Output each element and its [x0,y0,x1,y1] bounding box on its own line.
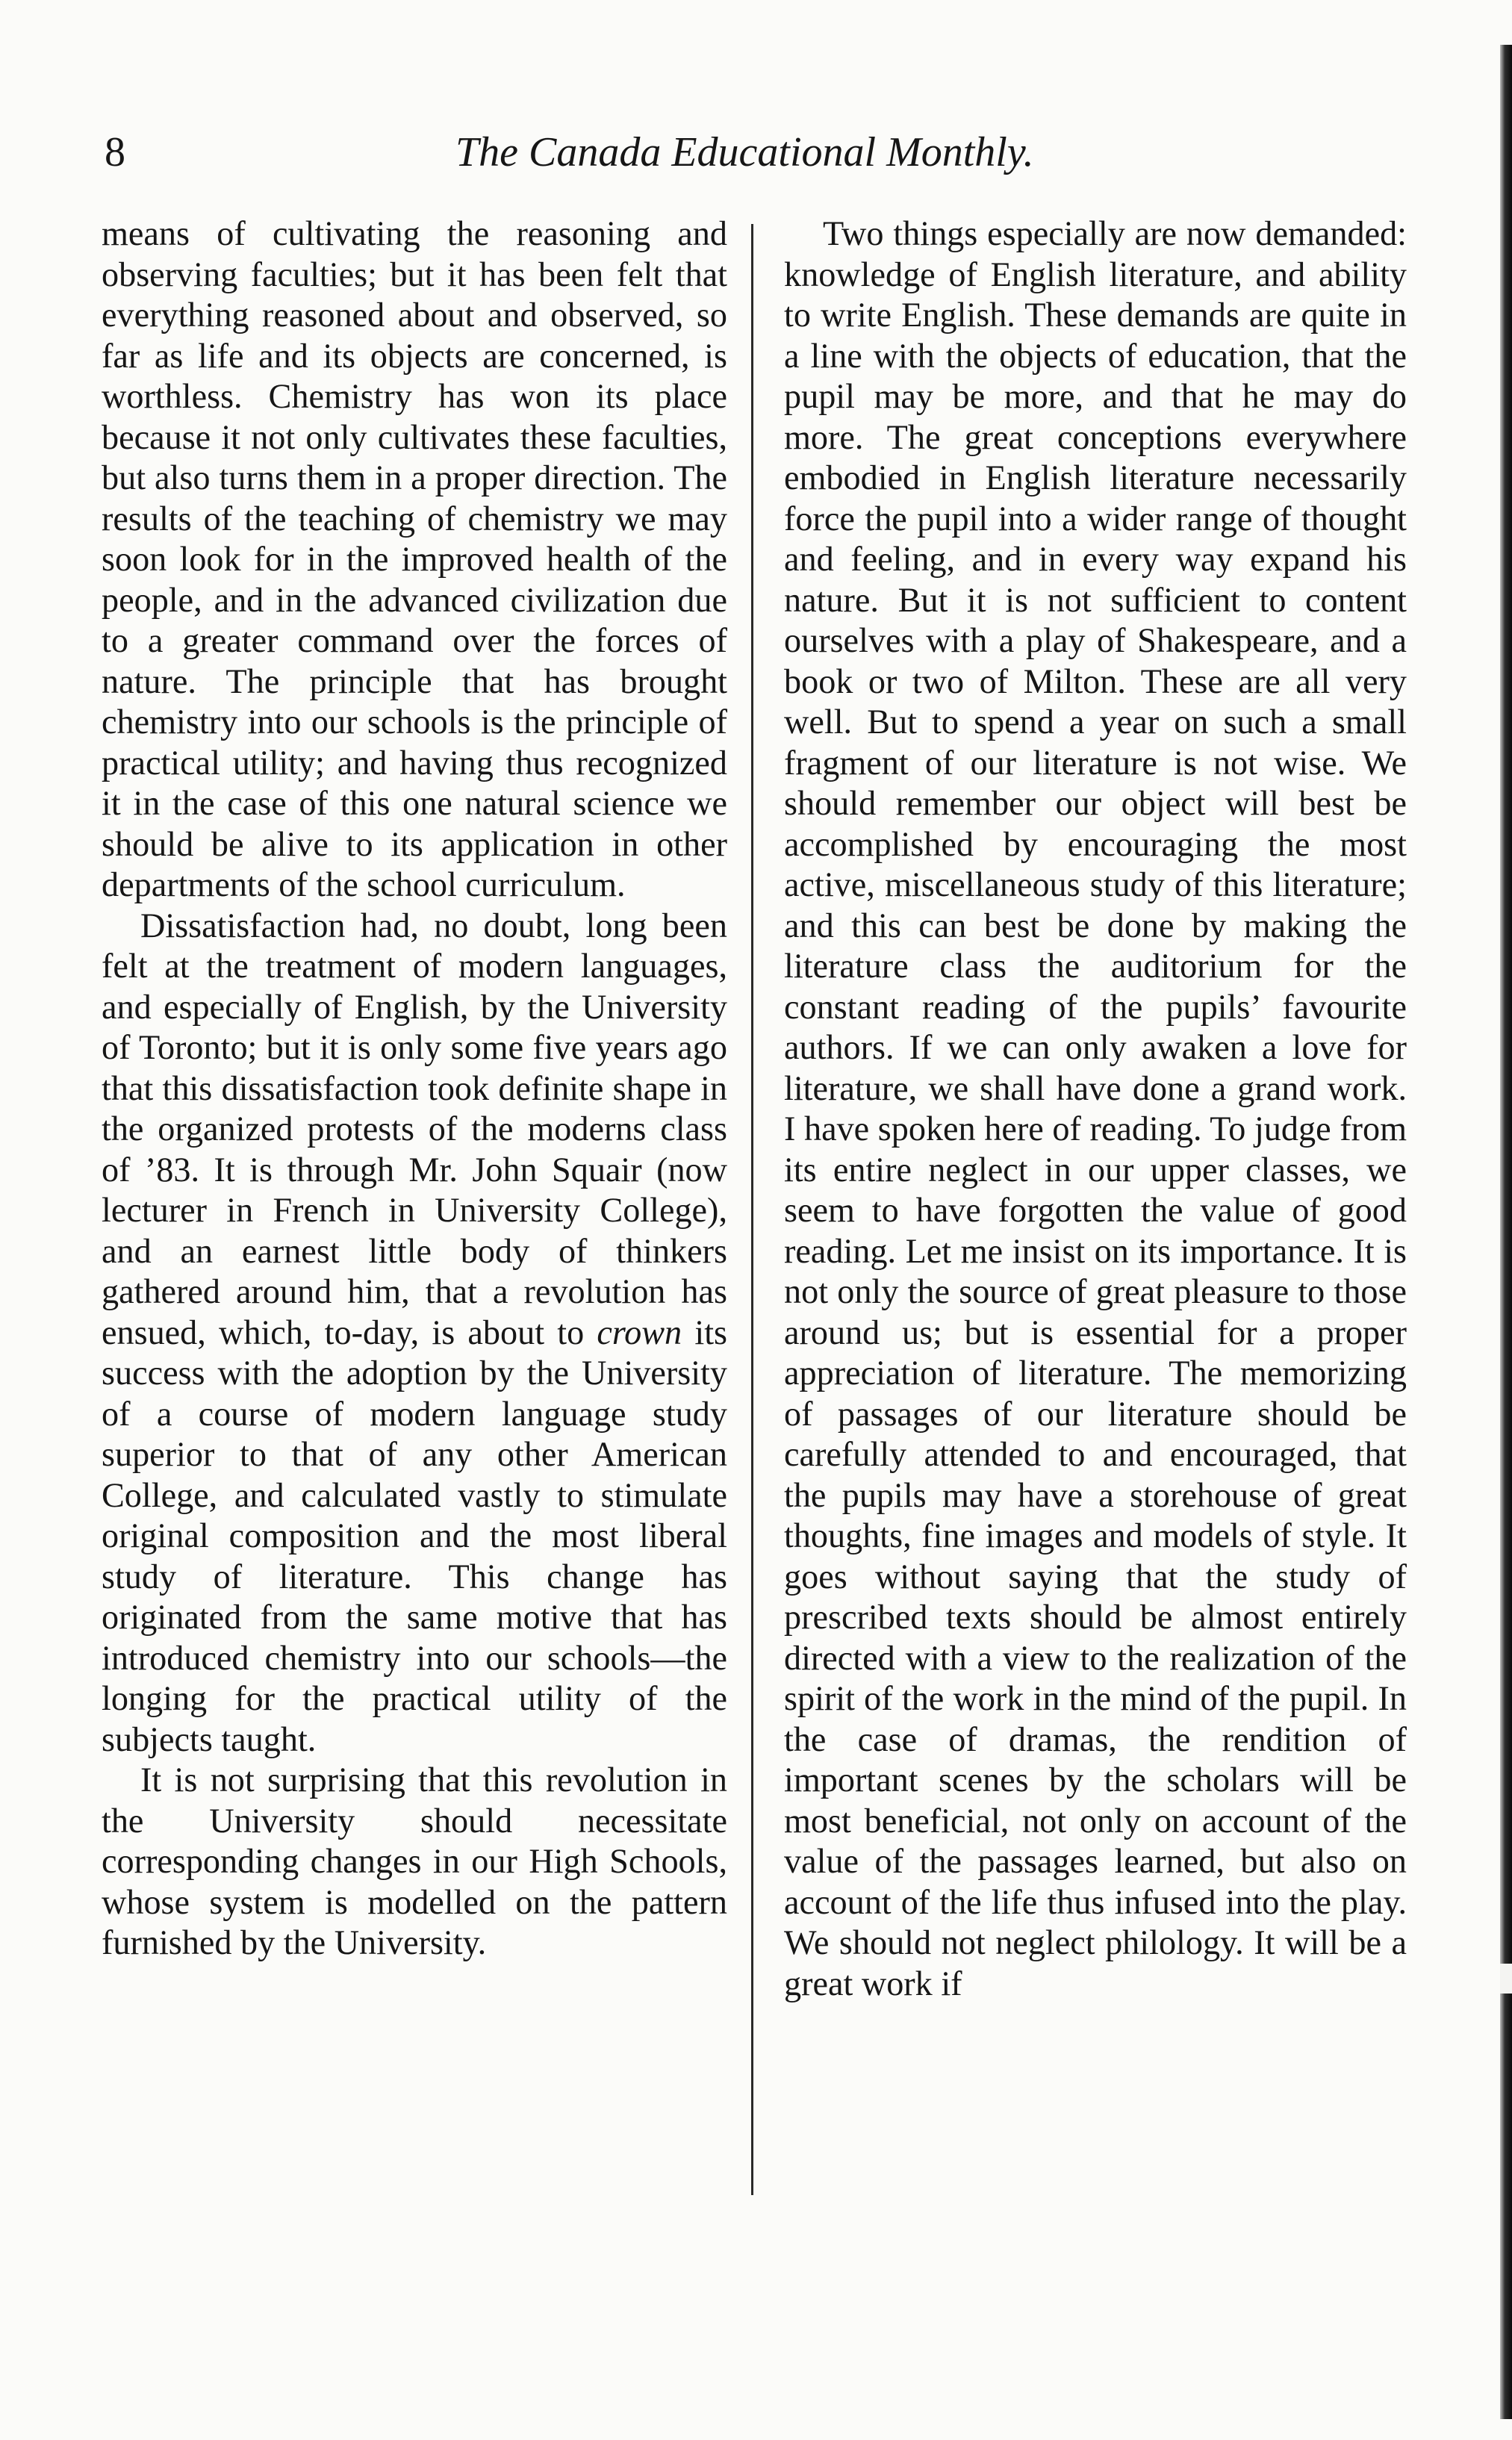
running-title: The Canada Educational Monthly. [455,129,1034,175]
paragraph-revolution: It is not surprising that this revolution in the University should necessitate corresponding changes in our High Schools, whose system is modelled on the pattern furnished by the University. [102,1761,727,1961]
scan-edge-shadow [1500,45,1512,2419]
column-divider [751,224,753,2195]
paragraph-dissatisfaction-part2: its success with the adoption by the University of a course of modern language study superior to that of any other American College, and calculated vastly to stimulate original composition and the most liberal study of literature. This change has originated from the same motive that has introduced chemistry into our schools—the longing for the practical utility of the subjects taught. [102,1313,728,1758]
scan-edge-gap [1500,1964,1512,1994]
paragraph-dissatisfaction [102,906,727,1761]
paragraph-dissatisfaction-part1: Dissatisfaction had, no doubt, long been felt at the treatment of modern languages, and especially of English, by the University of Toronto; but it is only some five years ago that this dissatisfaction took definite shape in the organized protests of the moderns class of ’83. It is through Mr. John Squair (now lecturer in French in University College), and an earnest little body of thinkers gathered around him, that a revolution has ensued, which, to-day, is about to [102,906,727,1351]
page-header [105,128,1105,196]
left-column [102,214,727,1964]
page-number: 8 [105,129,125,175]
right-column [784,214,1407,2004]
paragraph-english-literature: Two things especially are now demanded: knowledge of English literature, and ability to write English. These demands are quite in a line with the objects of education, that the pupil may be more, and that he may do more. The great conceptions everywhere embodied in English literature necessarily force the pupil into a wider range of thought and feeling, and in every way expand his nature. But it is not sufficient to content ourselves with a play of Shakespeare, and a book or two of Milton. These are all very well. But to spend a year on such a small fragment of our literature is not wise. We should remember our object will best be accomplished by encouraging the most active, miscellaneous study of this literature; and this can best be done by making the literature class the auditorium for the constant reading of the pupils’ favourite authors. If we can only awaken a love for literature, we shall have done a grand work. I have spoken here of reading. To judge from its entire neglect in our upper classes, we seem to have forgotten the value of good reading. Let me insist on its importance. It is not only the source of great pleasure to those around us; but is essential for a proper appreciation of literature. The memorizing of passages of our literature should be carefully attended to and encouraged, that the pupils may have a storehouse of great thoughts, fine images and models of style. It goes without saying that the study of prescribed texts should be almost entirely directed with a view to the realization of the spirit of the work in the mind of the pupil. In the case of dramas, the rendition of important scenes by the scholars will be most beneficial, not only on account of the value of the passages learned, but also on account of the life thus infused into the play. We should not neglect philology. It will be a great work if [784,214,1407,2002]
emphasis-crown: crown [597,1313,682,1351]
paragraph-chemistry: means of cultivating the reasoning and observing faculties; but it has been felt that everything reasoned about and observed, so far as life and its objects are concerned, is worthless. Chemistry has won its place because it not only cultivates these faculties, but also turns them in a proper direction. The results of the teaching of chemistry we may soon look for in the improved health of the people, and in the advanced civilization due to a greater command over the forces of nature. The principle that has brought chemistry into our schools is the principle of practical utility; and having thus recognized it in the case of this one natural science we should be alive to its application in other departments of the school curriculum. [102,214,727,903]
